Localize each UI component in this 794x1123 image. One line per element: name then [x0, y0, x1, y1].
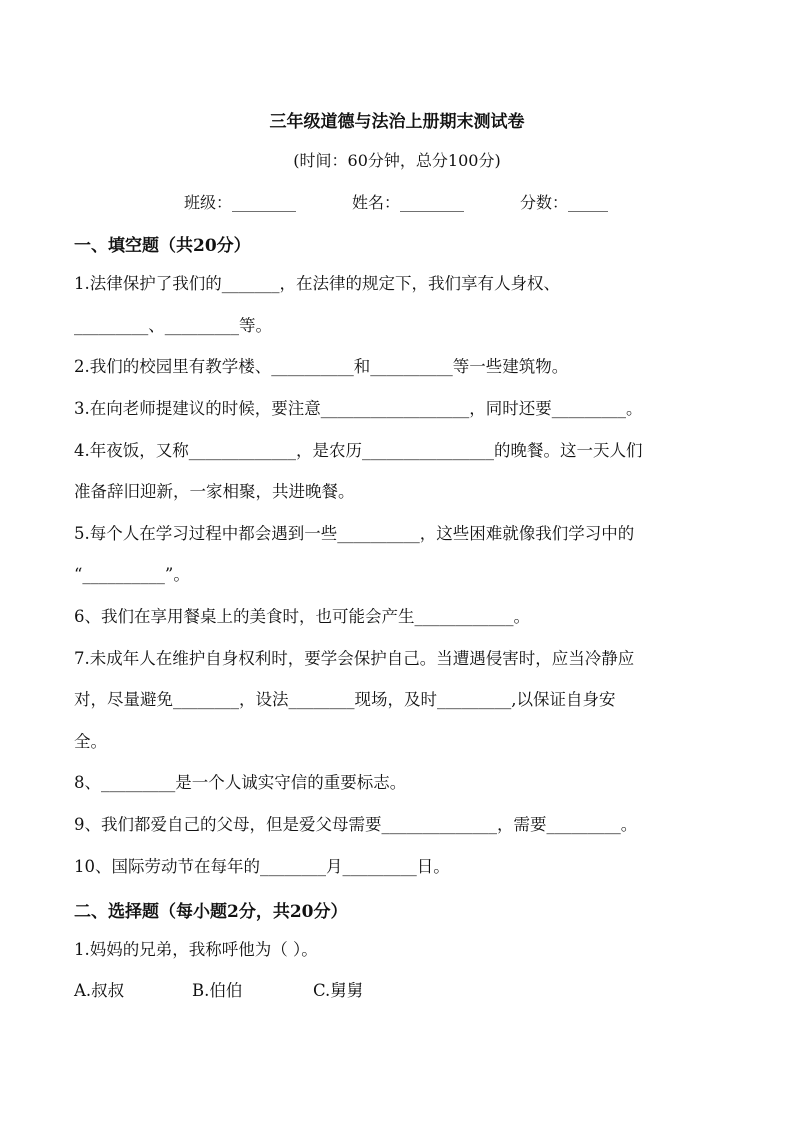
question-line: 9、我们都爱自己的父母，但是爱父母需要______________，需要_________。 — [74, 815, 638, 834]
exam-subtitle: (时间：60分钟，总分100分) — [293, 151, 501, 170]
question-line: 准备辞旧迎新，一家相聚，共进晚餐。 — [74, 482, 355, 501]
question-line: 3.在向老师提建议的时候，要注意__________________，同时还要_________。 — [74, 399, 643, 418]
option-b: B.伯伯 — [192, 981, 243, 1000]
question-line: 1.法律保护了我们的_______，在法律的规定下，我们享有人身权、 — [74, 274, 560, 293]
question-line: 对，尽量避免________，设法________现场，及时_________,以保证自身安 — [74, 690, 616, 709]
name-field: 姓名：________ — [352, 193, 465, 212]
question-line: 全。 — [74, 732, 107, 751]
class-field: 班级：________ — [184, 193, 297, 212]
section-heading-multiple-choice: 二、选择题（每小题2分，共20分） — [74, 902, 348, 922]
option-c: C.舅舅 — [313, 981, 364, 1000]
question-line: “__________”。 — [74, 565, 190, 584]
question-line: 7.未成年人在维护自身权利时，要学会保护自己。当遭遇侵害时，应当冷静应 — [74, 649, 635, 668]
question-line: 8、_________是一个人诚实守信的重要标志。 — [74, 773, 407, 792]
question-line: 1.妈妈的兄弟，我称呼他为（ ）。 — [74, 940, 318, 959]
exam-title: 三年级道德与法治上册期末测试卷 — [269, 112, 525, 132]
section-heading-fill-in: 一、填空题（共20分） — [74, 236, 251, 256]
question-line: 4.年夜饭，又称_____________，是农历________________的晚餐。这一天人们 — [74, 441, 643, 460]
question-line: _________、_________等。 — [74, 316, 272, 335]
question-line: 10、国际劳动节在每年的________月_________日。 — [74, 857, 450, 876]
question-line: 2.我们的校园里有教学楼、__________和__________等一些建筑物。 — [74, 357, 569, 376]
score-field: 分数：_____ — [520, 193, 609, 212]
question-line: 5.每个人在学习过程中都会遇到一些__________，这些困难就像我们学习中的 — [74, 524, 635, 543]
question-line: 6、我们在享用餐桌上的美食时，也可能会产生____________。 — [74, 607, 530, 626]
option-a: A.叔叔 — [74, 981, 125, 1000]
